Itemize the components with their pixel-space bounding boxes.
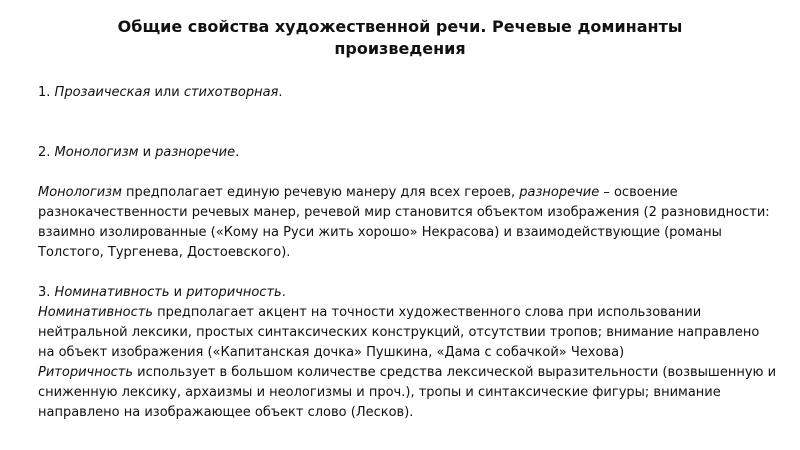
spacer <box>38 163 778 183</box>
term: Прозаическая <box>54 85 151 100</box>
item-3-paragraph-2 <box>38 363 778 423</box>
item-2-heading <box>38 143 778 163</box>
term: Номинативность <box>54 285 170 300</box>
term: Монологизм <box>54 145 139 160</box>
term: Номинативность <box>38 305 153 320</box>
term: разноречие <box>155 145 236 160</box>
term: разноречие <box>519 185 600 200</box>
item-number: 1. <box>38 85 55 100</box>
term: Монологизм <box>38 185 122 200</box>
item-number: 3. <box>38 285 55 300</box>
term: Риторичность <box>38 365 134 380</box>
spacer <box>38 103 778 143</box>
term: риторичность <box>186 285 282 300</box>
punct: . <box>278 85 283 100</box>
spacer <box>38 263 778 283</box>
item-3-heading <box>38 283 778 303</box>
item-3-paragraph-1 <box>38 303 778 363</box>
paragraph-text: – освоение разнокачественности речевых манер, речевой мир становится объектом изображения (2 разновидности: взаимно изолированные («Кому на Руси жить хорошо» Некрасова) и взаимодействующие (романы Толстого, Тургенева, Достоевского). <box>38 185 770 260</box>
conjunction: и <box>169 285 187 300</box>
slide-body <box>38 83 778 423</box>
item-2-paragraph <box>38 183 778 263</box>
slide-title: Общие свойства художественной речи. Речевые доминанты произведения <box>117 17 683 58</box>
paragraph-text: предполагает единую речевую манеру для всех героев, <box>121 185 520 200</box>
paragraph-text: предполагает акцент на точности художественного слова при использовании нейтральной лексики, простых синтаксических конструкций, отсутствии тропов; внимание направлено на объект изображения («Капитанская дочка» Пушкина, «Дама с собачкой» Чехова) <box>38 305 760 360</box>
item-number: 2. <box>38 145 55 160</box>
conjunction: или <box>150 85 184 100</box>
paragraph-text: использует в большом количестве средства лексической выразительности (возвышенную и сниженную лексику, архаизмы и неологизмы и проч.), тропы и синтаксические фигуры; внимание направлено на изображающее объект слово (Лесков). <box>38 365 777 420</box>
conjunction: и <box>138 145 156 160</box>
punct: . <box>235 145 240 160</box>
term: стихотворная <box>183 85 279 100</box>
punct: . <box>281 285 286 300</box>
item-1-heading <box>38 83 778 103</box>
